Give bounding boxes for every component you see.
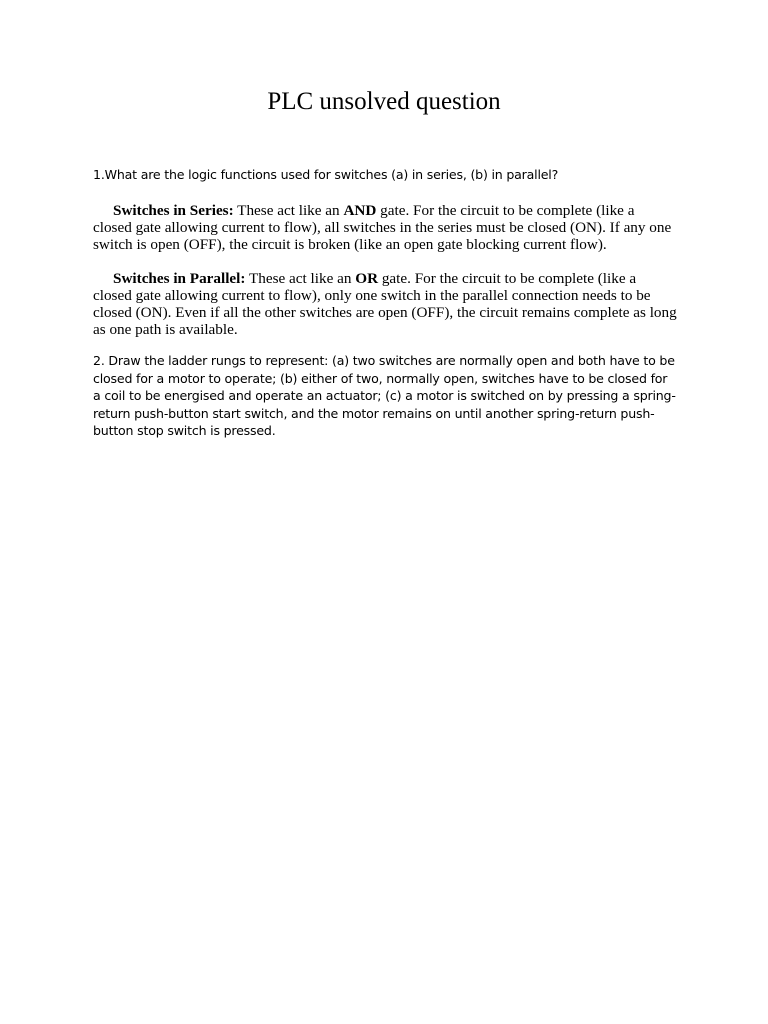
- answer-series-text-after: gate. For the circuit to be complete (like a closed gate allowing current to flow), all switches in the series must be closed (ON). If any one switch is open (OFF), the circuit is broken (like an open gate blocking current flow).: [93, 202, 672, 253]
- answer-parallel-keyword: OR: [355, 270, 379, 287]
- answer-parallel-paragraph: [93, 270, 677, 338]
- answer-series-text-before: These act like an: [233, 202, 344, 219]
- question-2: 2. Draw the ladder rungs to represent: (a) two switches are normally open and both have to be closed for a motor to operate; (b) either of two, normally open, switches have to be closed for a coil to be energised and operate an actuator; (c) a motor is switched on by pressing a spring-return push-button start switch, and the motor remains on until another spring-return push-button stop switch is pressed.: [93, 353, 676, 439]
- answer-series-label: Switches in Series:: [113, 202, 234, 219]
- answer-parallel-label: Switches in Parallel:: [113, 270, 246, 287]
- page-title: PLC unsolved question: [267, 88, 501, 115]
- answer-series-keyword: AND: [343, 202, 377, 219]
- answer-parallel-text-before: These act like an: [245, 270, 356, 287]
- answer-parallel-text-after: gate. For the circuit to be complete (like a closed gate allowing current to flow), only one switch in the parallel connection needs to be closed (ON). Even if all the other switches are open (OFF), the circuit remains complete as long as one path is available.: [93, 270, 677, 338]
- answer-series-paragraph: [93, 202, 677, 253]
- question-1: 1.What are the logic functions used for switches (a) in series, (b) in parallel?: [93, 167, 559, 182]
